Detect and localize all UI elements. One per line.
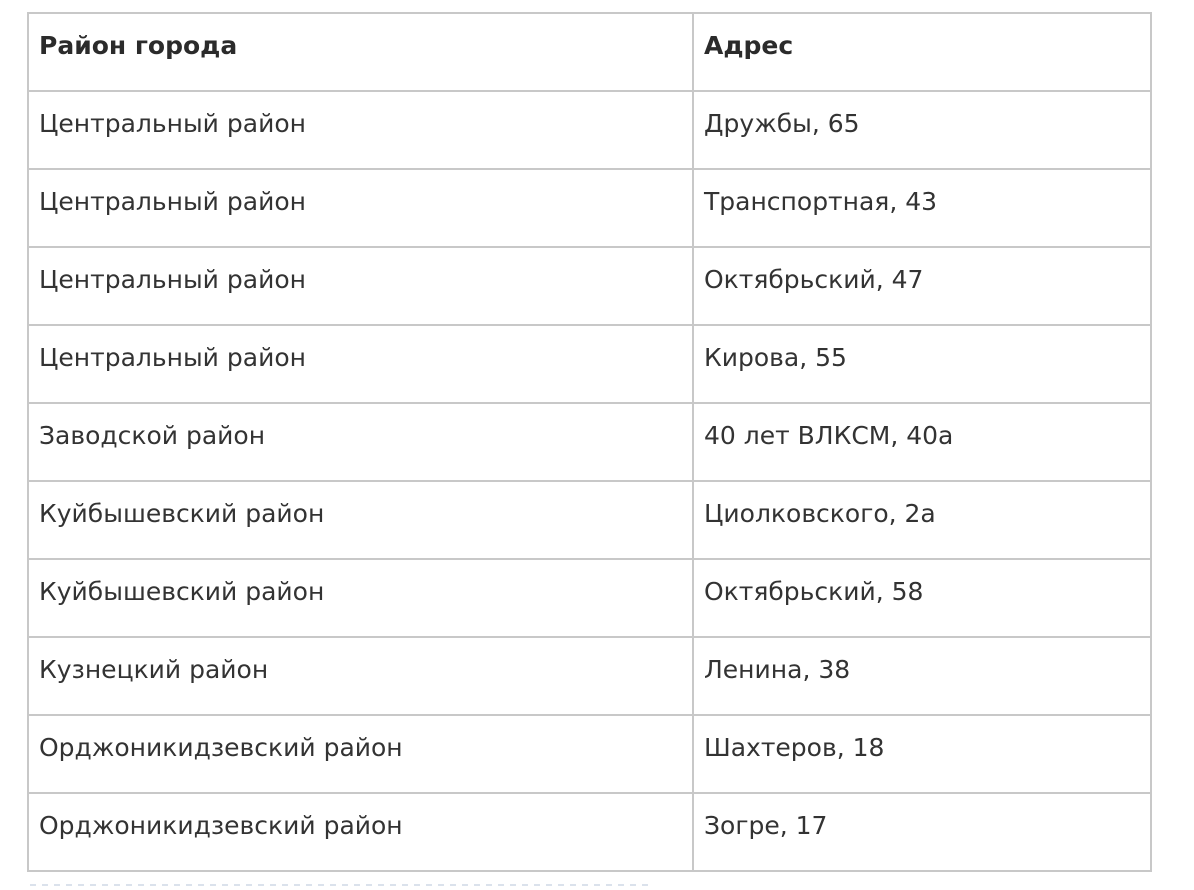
district-cell: Заводской район (28, 403, 693, 481)
table-row (28, 793, 1151, 871)
address-cell: Октябрьский, 58 (693, 559, 1151, 637)
cut-off-link-text (30, 884, 650, 886)
table-row (28, 91, 1151, 169)
table-row (28, 403, 1151, 481)
table-row (28, 559, 1151, 637)
district-cell: Куйбышевский район (28, 481, 693, 559)
header-address: Адрес (693, 13, 1151, 91)
table-header-row (28, 13, 1151, 91)
district-cell: Куйбышевский район (28, 559, 693, 637)
district-cell: Орджоникидзевский район (28, 715, 693, 793)
addresses-table-container (27, 12, 1150, 872)
addresses-table (27, 12, 1152, 872)
district-cell: Центральный район (28, 247, 693, 325)
address-cell: Циолковского, 2а (693, 481, 1151, 559)
table-row (28, 715, 1151, 793)
table-row (28, 637, 1151, 715)
district-cell: Центральный район (28, 325, 693, 403)
district-cell: Орджоникидзевский район (28, 793, 693, 871)
address-cell: Транспортная, 43 (693, 169, 1151, 247)
address-cell: 40 лет ВЛКСМ, 40а (693, 403, 1151, 481)
address-cell: Шахтеров, 18 (693, 715, 1151, 793)
address-cell: Октябрьский, 47 (693, 247, 1151, 325)
district-cell: Центральный район (28, 91, 693, 169)
district-cell: Кузнецкий район (28, 637, 693, 715)
address-cell: Ленина, 38 (693, 637, 1151, 715)
table-row (28, 481, 1151, 559)
table-row (28, 247, 1151, 325)
address-cell: Зогре, 17 (693, 793, 1151, 871)
address-cell: Кирова, 55 (693, 325, 1151, 403)
header-district: Район города (28, 13, 693, 91)
table-row (28, 169, 1151, 247)
address-cell: Дружбы, 65 (693, 91, 1151, 169)
district-cell: Центральный район (28, 169, 693, 247)
table-row (28, 325, 1151, 403)
